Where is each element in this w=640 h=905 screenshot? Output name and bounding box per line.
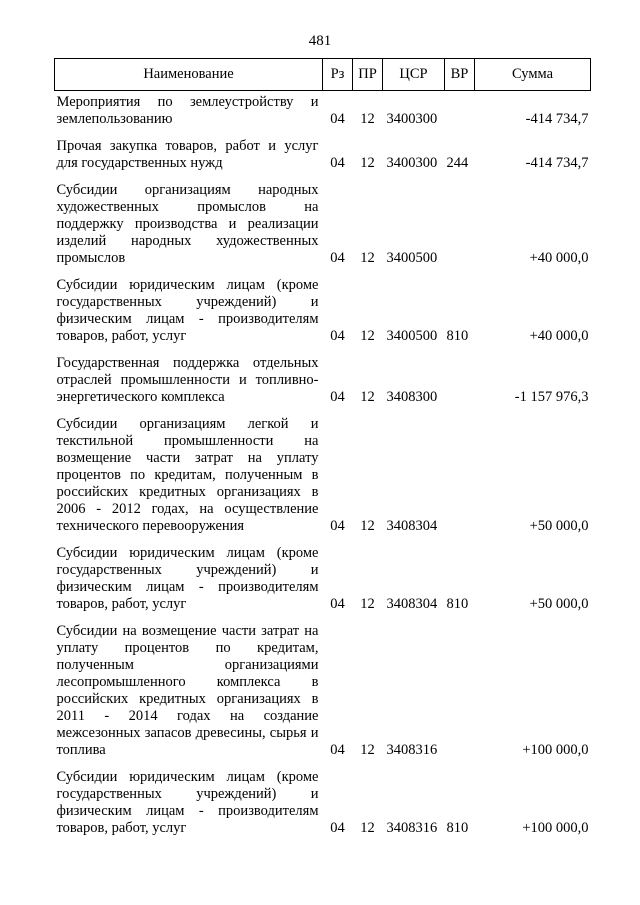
cell-pr: 12 [360, 742, 375, 758]
cell-csr: 3408304 [386, 596, 438, 612]
cell-vr [445, 91, 475, 134]
cell-csr: 3400300 [386, 111, 438, 127]
cell-vr [445, 411, 475, 540]
header-row [55, 59, 591, 91]
table-row [55, 133, 591, 177]
cell-sum: +100 000,0 [522, 820, 589, 836]
cell-name: Субсидии организациям легкой и текстильной промышленности на возмещение части затрат на уплату процентов по кредитам, полученным в российских кредитных организациях в 2006 - 2012 годах, на осуществление технического перевооружения [56, 416, 319, 534]
cell-vr [445, 177, 475, 272]
cell-vr [445, 350, 475, 411]
cell-name: Прочая закупка товаров, работ и услуг для государственных нужд [56, 138, 319, 171]
table-row [55, 411, 591, 540]
budget-table [54, 58, 591, 842]
cell-rz: 04 [330, 250, 345, 266]
cell-sum: +40 000,0 [529, 250, 589, 266]
cell-rz: 04 [330, 328, 345, 344]
cell-name: Субсидии юридическим лицам (кроме государственных учреждений) и физическим лицам - производителям товаров, работ, услуг [56, 545, 319, 612]
cell-sum: +40 000,0 [529, 328, 589, 344]
cell-vr [445, 618, 475, 764]
table-row [55, 540, 591, 618]
cell-rz: 04 [330, 820, 345, 836]
cell-pr: 12 [360, 596, 375, 612]
header-csr: ЦСР [383, 59, 445, 91]
cell-csr: 3408316 [386, 742, 438, 758]
cell-pr: 12 [360, 328, 375, 344]
cell-name: Субсидии юридическим лицам (кроме государственных учреждений) и физическим лицам - производителям товаров, работ, услуг [56, 769, 319, 836]
header-vr: ВР [445, 59, 475, 91]
cell-pr: 12 [360, 250, 375, 266]
cell-name: Субсидии на возмещение части затрат на уплату процентов по кредитам, полученным организациями лесопромышленного комплекса в российских кредитных организациях в 2011 - 2014 годах на создание межсезонных запасов древесины, сырья и топлива [56, 623, 319, 758]
cell-rz: 04 [330, 155, 345, 171]
cell-name: Государственная поддержка отдельных отраслей промышленности и топливно-энергетического комплекса [56, 355, 319, 405]
table-header [55, 59, 591, 91]
cell-name: Субсидии организациям народных художественных промыслов на поддержку производства и реализации изделий народных художественных промыслов [56, 182, 319, 266]
table-body [55, 91, 591, 843]
cell-vr: 810 [446, 328, 469, 344]
cell-csr: 3400500 [386, 250, 438, 266]
cell-sum: -414 734,7 [525, 155, 589, 171]
cell-sum: -414 734,7 [525, 111, 589, 127]
cell-csr: 3408304 [386, 518, 438, 534]
cell-name: Субсидии юридическим лицам (кроме государственных учреждений) и физическим лицам - производителям товаров, работ, услуг [56, 277, 319, 344]
cell-csr: 3400500 [386, 328, 438, 344]
cell-pr: 12 [360, 389, 375, 405]
cell-sum: -1 157 976,3 [514, 389, 589, 405]
table-row [55, 177, 591, 272]
header-sum: Сумма [475, 59, 591, 91]
header-name: Наименование [55, 59, 323, 91]
cell-csr: 3400300 [386, 155, 438, 171]
cell-pr: 12 [360, 518, 375, 534]
header-rz: Рз [323, 59, 353, 91]
header-pr: ПР [353, 59, 383, 91]
table-row [55, 91, 591, 134]
cell-pr: 12 [360, 820, 375, 836]
table-row [55, 350, 591, 411]
cell-sum: +50 000,0 [529, 518, 589, 534]
cell-vr: 244 [446, 155, 469, 171]
cell-rz: 04 [330, 111, 345, 127]
cell-rz: 04 [330, 518, 345, 534]
page-number: 481 [308, 33, 332, 49]
cell-rz: 04 [330, 596, 345, 612]
cell-csr: 3408316 [386, 820, 438, 836]
table-row [55, 764, 591, 842]
cell-vr: 810 [446, 820, 469, 836]
cell-pr: 12 [360, 155, 375, 171]
cell-vr: 810 [446, 596, 469, 612]
table-row [55, 618, 591, 764]
cell-sum: +50 000,0 [529, 596, 589, 612]
cell-sum: +100 000,0 [522, 742, 589, 758]
table-row [55, 272, 591, 350]
cell-rz: 04 [330, 389, 345, 405]
cell-name: Мероприятия по землеустройству и землепользованию [56, 94, 319, 127]
cell-rz: 04 [330, 742, 345, 758]
cell-csr: 3408300 [386, 389, 438, 405]
cell-pr: 12 [360, 111, 375, 127]
